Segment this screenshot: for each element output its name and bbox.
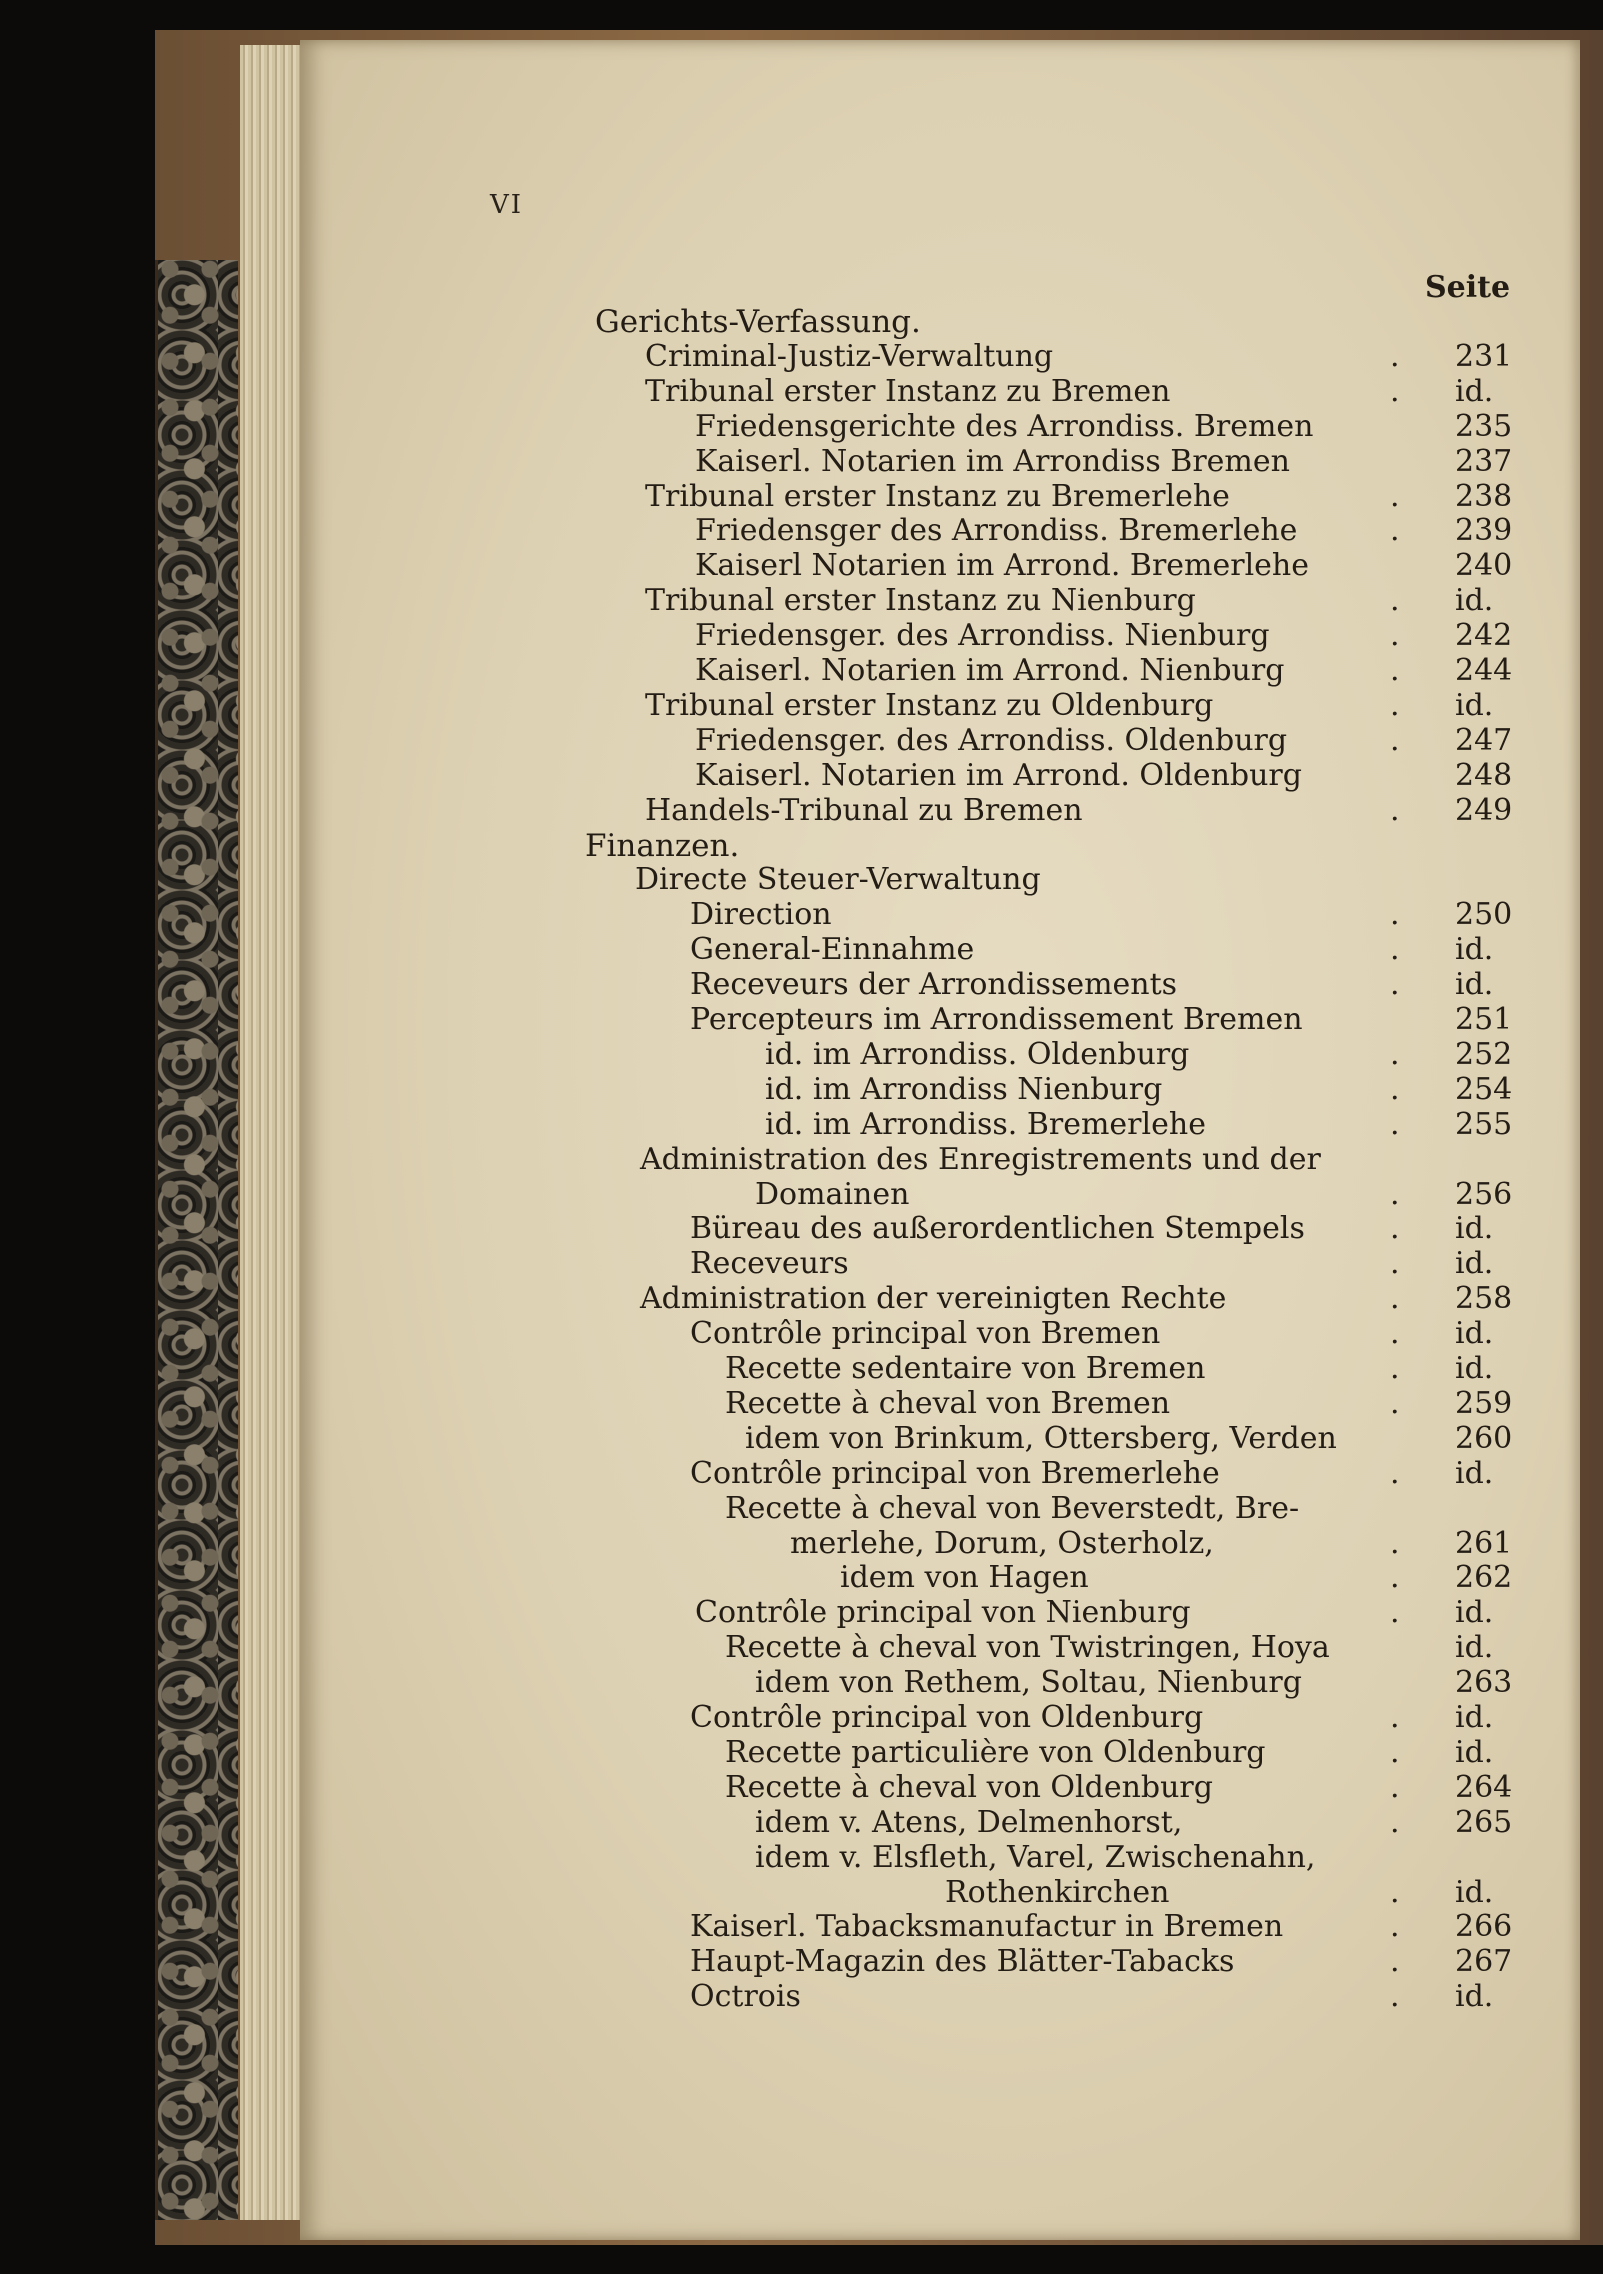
- toc-entry-title: Percepteurs im Arrondissement Bremen: [690, 1002, 1303, 1037]
- toc-entry-title: idem von Rethem, Soltau, Nienburg: [755, 1665, 1302, 1701]
- toc-entry-page: 259: [1455, 1385, 1513, 1421]
- toc-entry-leader: .: [1390, 653, 1400, 688]
- toc-entry-page: 237: [1455, 443, 1513, 479]
- toc-entry-title: Kaiserl. Notarien im Arrond. Oldenburg: [695, 757, 1302, 793]
- toc-entry-leader: .: [1390, 1281, 1400, 1317]
- toc-entry-title: Administration des Enregistrements und der: [640, 1141, 1321, 1177]
- toc-entry-page: id.: [1455, 1455, 1494, 1491]
- toc-entry-leader: .: [1390, 1106, 1400, 1142]
- toc-entry-title: Tribunal erster Instanz zu Oldenburg: [645, 687, 1214, 723]
- toc-entry-page: id.: [1455, 687, 1494, 723]
- toc-entry: [0, 1945, 1603, 1979]
- toc-entry-page: 252: [1455, 1036, 1513, 1072]
- toc-entry-page: id.: [1455, 1351, 1494, 1386]
- toc-entry: [0, 305, 1603, 339]
- toc-entry-title: idem v. Atens, Delmenhorst,: [755, 1804, 1183, 1840]
- toc-entry: [0, 1387, 1603, 1421]
- toc-entry: [0, 584, 1603, 618]
- toc-entry-page: id.: [1455, 1246, 1494, 1282]
- toc-entry-title: Contrôle principal von Nienburg: [695, 1595, 1191, 1631]
- toc-entry-title: idem v. Elsfleth, Varel, Zwischenahn,: [755, 1839, 1316, 1875]
- toc-entry-page: 261: [1455, 1525, 1513, 1561]
- toc-entry-leader: .: [1390, 1734, 1400, 1770]
- toc-entry-title: Kaiserl. Tabacksmanufactur in Bremen: [690, 1909, 1284, 1945]
- toc-entry-leader: .: [1390, 1804, 1400, 1840]
- toc-entry-leader: .: [1390, 373, 1400, 409]
- toc-entry: [0, 794, 1603, 828]
- toc-entry: [0, 1352, 1603, 1386]
- toc-entry-title: Kaiserl. Notarien im Arrond. Nienburg: [695, 653, 1285, 688]
- toc-entry-leader: .: [1390, 583, 1400, 619]
- toc-entry-leader: .: [1390, 338, 1400, 374]
- toc-entry: [0, 1178, 1603, 1212]
- toc-entry: [0, 1771, 1603, 1805]
- toc-entry-leader: .: [1390, 932, 1400, 968]
- toc-entry-leader: .: [1390, 1874, 1400, 1910]
- toc-entry-title: Büreau des außerordentlichen Stempels: [690, 1211, 1305, 1247]
- toc-entry-title: Receveurs der Arrondissements: [690, 967, 1178, 1003]
- toc-entry-leader: .: [1390, 1176, 1400, 1212]
- toc-entry-leader: .: [1390, 792, 1400, 828]
- toc-entry-title: Tribunal erster Instanz zu Nienburg: [645, 583, 1196, 619]
- toc-entry-title: Gerichts-Verfassung.: [595, 304, 921, 340]
- toc-entry-page: 242: [1455, 618, 1513, 654]
- toc-entry: [0, 1038, 1603, 1072]
- toc-entry: [0, 445, 1603, 479]
- toc-entry: [0, 1003, 1603, 1037]
- toc-entry-page: id.: [1455, 932, 1494, 968]
- toc-entry-title: id. im Arrondiss Nienburg: [765, 1071, 1163, 1107]
- toc-entry-leader: .: [1390, 478, 1400, 514]
- toc-entry-title: Friedensger. des Arrondiss. Oldenburg: [695, 722, 1288, 758]
- toc-entry-leader: .: [1390, 1316, 1400, 1352]
- toc-entry-page: 267: [1455, 1944, 1513, 1980]
- toc-entry-page: 239: [1455, 513, 1513, 549]
- page-column-header: Seite: [1425, 270, 1511, 305]
- toc-entry-page: id.: [1455, 1979, 1494, 2015]
- toc-entry: [0, 1841, 1603, 1875]
- toc-entry: [0, 724, 1603, 758]
- toc-entry: [0, 1806, 1603, 1840]
- toc-entry-leader: .: [1390, 897, 1400, 933]
- toc-entry: [0, 1631, 1603, 1665]
- toc-entry-page: 250: [1455, 897, 1513, 933]
- toc-entry-title: idem von Hagen: [840, 1560, 1089, 1596]
- toc-entry-title: Kaiserl. Notarien im Arrondiss Bremen: [695, 443, 1290, 479]
- toc-entry-page: 263: [1455, 1665, 1513, 1701]
- toc-entry: [0, 1701, 1603, 1735]
- toc-entry: [0, 1317, 1603, 1351]
- toc-entry-page: 254: [1455, 1071, 1513, 1107]
- toc-entry: [0, 1212, 1603, 1246]
- toc-entry-page: 265: [1455, 1804, 1513, 1840]
- toc-entry-title: Domainen: [755, 1176, 910, 1212]
- toc-entry-page: id.: [1455, 1700, 1494, 1735]
- toc-entry-title: Recette particulière von Oldenburg: [725, 1734, 1266, 1770]
- toc-entry: [0, 1596, 1603, 1630]
- toc-entry-title: Friedensger des Arrondiss. Bremerlehe: [695, 513, 1298, 549]
- toc-entry-title: merlehe, Dorum, Osterholz,: [790, 1525, 1214, 1561]
- toc-entry-page: id.: [1455, 1874, 1494, 1910]
- toc-entry-title: Rothenkirchen: [945, 1874, 1170, 1910]
- toc-entry: [0, 375, 1603, 409]
- toc-entry-page: 251: [1455, 1002, 1513, 1037]
- toc-entry: [0, 1422, 1603, 1456]
- toc-entry-page: 247: [1455, 722, 1513, 758]
- toc-entry-leader: .: [1390, 1560, 1400, 1596]
- toc-entry: [0, 549, 1603, 583]
- toc-entry-leader: .: [1390, 1455, 1400, 1491]
- toc-entry-title: Contrôle principal von Bremen: [690, 1316, 1161, 1352]
- toc-entry-page: 244: [1455, 653, 1513, 688]
- toc-entry-title: Octrois: [690, 1979, 801, 2015]
- toc-entry-page: 235: [1455, 408, 1513, 444]
- toc-entry-title: Kaiserl Notarien im Arrond. Bremerlehe: [695, 548, 1310, 584]
- toc-entry: [0, 1666, 1603, 1700]
- toc-entry-leader: .: [1390, 722, 1400, 758]
- toc-entry-page: id.: [1455, 967, 1494, 1003]
- toc-entry-title: Administration der vereinigten Rechte: [640, 1281, 1227, 1317]
- toc-entry-leader: .: [1390, 1071, 1400, 1107]
- toc-entry: [0, 968, 1603, 1002]
- toc-entry-title: Direction: [690, 897, 832, 933]
- toc-entry-title: Recette à cheval von Twistringen, Hoya: [725, 1630, 1330, 1666]
- toc-entry: [0, 898, 1603, 932]
- toc-entry-leader: .: [1390, 1700, 1400, 1735]
- toc-entry: [0, 340, 1603, 374]
- toc-entry-page: id.: [1455, 373, 1494, 409]
- toc-entry-page: 262: [1455, 1560, 1513, 1596]
- toc-entry: [0, 410, 1603, 444]
- toc-entry: [0, 1561, 1603, 1595]
- toc-entry-page: id.: [1455, 1630, 1494, 1666]
- toc-entry-leader: .: [1390, 1385, 1400, 1421]
- toc-entry-page: 256: [1455, 1176, 1513, 1212]
- toc-entry: [0, 829, 1603, 863]
- toc-entry: [0, 1736, 1603, 1770]
- toc-entry: [0, 654, 1603, 688]
- toc-entry-leader: .: [1390, 967, 1400, 1003]
- toc-entry-leader: .: [1390, 1769, 1400, 1805]
- toc-entry-page: 231: [1455, 338, 1513, 374]
- toc-entry: [0, 933, 1603, 967]
- toc-entry: [0, 1910, 1603, 1944]
- toc-entry: [0, 1073, 1603, 1107]
- toc-entry: [0, 619, 1603, 653]
- toc-entry-page: 255: [1455, 1106, 1513, 1142]
- toc-entry-title: Contrôle principal von Oldenburg: [690, 1700, 1204, 1735]
- toc-entry-title: id. im Arrondiss. Bremerlehe: [765, 1106, 1206, 1142]
- toc-entry-page: id.: [1455, 1595, 1494, 1631]
- toc-entry-leader: .: [1390, 1351, 1400, 1386]
- toc-entry-leader: .: [1390, 1036, 1400, 1072]
- toc-entry-title: Finanzen.: [585, 827, 740, 864]
- toc-entry-page: 260: [1455, 1420, 1513, 1456]
- toc-entry-leader: .: [1390, 1595, 1400, 1631]
- toc-entry-leader: .: [1390, 618, 1400, 654]
- toc-entry-page: 264: [1455, 1769, 1513, 1805]
- toc-entry-leader: .: [1390, 1944, 1400, 1980]
- toc-entry: [0, 1108, 1603, 1142]
- toc-entry: [0, 1457, 1603, 1491]
- toc-entry-page: 240: [1455, 548, 1513, 584]
- toc-entry: [0, 1980, 1603, 2014]
- toc-entry-page: 248: [1455, 757, 1513, 793]
- toc-entry-page: 238: [1455, 478, 1513, 514]
- toc-entry-title: Handels-Tribunal zu Bremen: [645, 792, 1083, 828]
- toc-entry-title: Contrôle principal von Bremerlehe: [690, 1455, 1220, 1491]
- toc-entry-title: Tribunal erster Instanz zu Bremen: [645, 373, 1171, 409]
- toc-entry: [0, 1143, 1603, 1177]
- toc-entry: [0, 1247, 1603, 1281]
- toc-entry: [0, 514, 1603, 548]
- toc-entry-page: id.: [1455, 1316, 1494, 1352]
- toc-entry-leader: .: [1390, 1909, 1400, 1945]
- toc-entry-leader: .: [1390, 513, 1400, 549]
- toc-entry-leader: .: [1390, 1979, 1400, 2015]
- toc-entry-title: Criminal-Justiz-Verwaltung: [645, 338, 1054, 374]
- toc-entry: [0, 1282, 1603, 1316]
- toc-entry-title: Recette à cheval von Oldenburg: [725, 1769, 1213, 1805]
- toc-entry-title: Recette à cheval von Beverstedt, Bre-: [725, 1490, 1300, 1526]
- toc-entry: [0, 1527, 1603, 1561]
- toc-entry-title: id. im Arrondiss. Oldenburg: [765, 1036, 1190, 1072]
- toc-entry-title: idem von Brinkum, Ottersberg, Verden: [745, 1420, 1337, 1456]
- toc-entry-title: Recette à cheval von Bremen: [725, 1385, 1171, 1421]
- toc-entry: [0, 1876, 1603, 1910]
- toc-entry-title: Friedensger. des Arrondiss. Nienburg: [695, 618, 1270, 654]
- toc-entry: [0, 863, 1603, 897]
- toc-entry: [0, 689, 1603, 723]
- toc-entry: [0, 480, 1603, 514]
- toc-entry-title: Tribunal erster Instanz zu Bremerlehe: [645, 478, 1230, 514]
- toc-entry: [0, 759, 1603, 793]
- toc-entry: [0, 1492, 1603, 1526]
- toc-entry-title: Haupt-Magazin des Blätter-Tabacks: [690, 1944, 1235, 1980]
- toc-entry-leader: .: [1390, 1525, 1400, 1561]
- toc-entry-title: Recette sedentaire von Bremen: [725, 1351, 1206, 1386]
- toc-entry-title: Receveurs: [690, 1246, 849, 1282]
- toc-entry-title: Friedensgerichte des Arrondiss. Bremen: [695, 408, 1314, 444]
- toc-entry-page: 258: [1455, 1281, 1513, 1317]
- toc-entry-title: General-Einnahme: [690, 932, 975, 968]
- toc-entry-leader: .: [1390, 687, 1400, 723]
- toc-entry-page: id.: [1455, 1734, 1494, 1770]
- toc-entry-leader: .: [1390, 1246, 1400, 1282]
- toc-entry-page: 266: [1455, 1909, 1513, 1945]
- toc-entry-page: 249: [1455, 792, 1513, 828]
- toc-entry-page: id.: [1455, 1211, 1494, 1247]
- toc-entry-leader: .: [1390, 1211, 1400, 1247]
- page-number: VI: [490, 190, 524, 220]
- toc-entry-page: id.: [1455, 583, 1494, 619]
- toc-entry-title: Directe Steuer-Verwaltung: [635, 862, 1041, 898]
